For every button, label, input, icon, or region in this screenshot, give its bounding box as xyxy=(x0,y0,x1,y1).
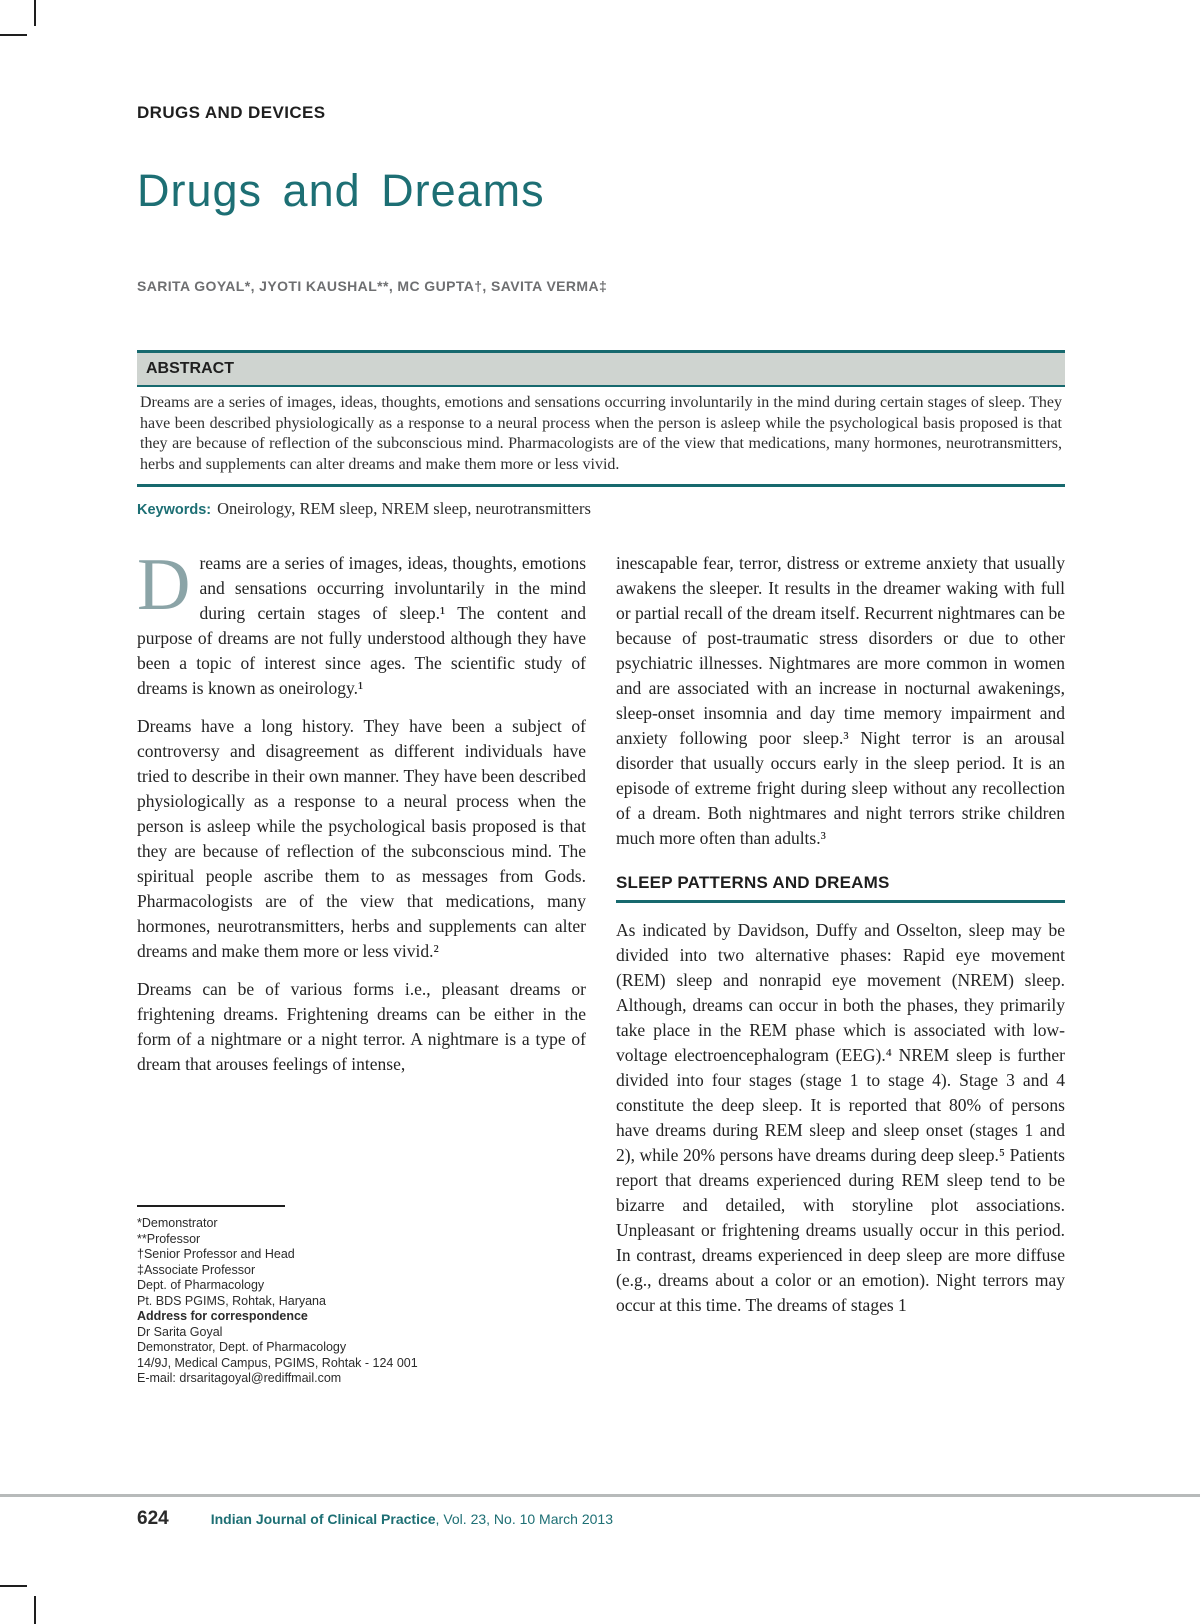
footnote-correspondence-heading: Address for correspondence xyxy=(137,1309,308,1323)
abstract-section xyxy=(137,350,1065,487)
crop-mark-top-left-horizontal xyxy=(0,34,27,36)
left-column xyxy=(137,544,586,1387)
page-number: 624 xyxy=(137,1508,169,1529)
footnote-line: ‡Associate Professor xyxy=(137,1262,256,1277)
drop-cap: D xyxy=(137,544,191,626)
footnote-line: Demonstrator, Dept. of Pharmacology xyxy=(137,1340,347,1354)
authors-line: SARITA GOYAL*, JYOTI KAUSHAL**, MC GUPTA†, SAVITA VERMA‡ xyxy=(137,278,608,294)
keywords-line xyxy=(137,498,1065,521)
footnote-line: Dept. of Pharmacology xyxy=(137,1278,265,1292)
footnote-email-line: E-mail: drsaritagoyal@rediffmail.com xyxy=(137,1371,342,1385)
footnote-line: *Demonstrator xyxy=(137,1216,218,1230)
section-eyebrow: DRUGS AND DEVICES xyxy=(137,103,326,122)
journal-line xyxy=(211,1511,613,1527)
paragraph: As indicated by Davidson, Duffy and Osselton, sleep may be divided into two alternative phases: Rapid eye movement (REM) sleep and nonrapid eye movement (NREM) sleep. Although, dreams can occur in both the phases, they primarily take place in the REM phase which is associated with low-voltage electroencephalogram (EEG).⁴ NREM sleep is further divided into four stages (stage 1 to stage 4). Stage 3 and 4 constitute the deep sleep. It is reported that 80% of persons have dreams during REM sleep and sleep onset (stages 1 and 2), while 20% persons have dreams during deep sleep.⁵ Patients report that dreams experienced during REM sleep tend to be bizarre and detailed, with storyline plot associations. Unpleasant or frightening dreams usually occur in this period. In contrast, dreams experienced in deep sleep are more diffuse (e.g., dreams about a color or an emotion). Night terrors may occur at this time. The dreams of stages 1 xyxy=(616,920,1065,1315)
abstract-text: Dreams are a series of images, ideas, thoughts, emotions and sensations occurring involuntarily in the mind during certain stages of sleep. They have been described physiologically as a response to a neural process when the person is asleep while the psychological basis proposed is that they are because of reflection of the subconscious mind. Pharmacologists are of the view that medications, many hormones, neurotransmitters, herbs and supplements can alter dreams and make them more or less vivid. xyxy=(137,387,1065,487)
paragraph: Dreams can be of various forms i.e., pleasant dreams or frightening dreams. Frightening dreams can be either in the form of a nightmare or a night terror. A nightmare is a type of dream that arouses feelings of intense, xyxy=(137,979,586,1074)
footnote-line: Pt. BDS PGIMS, Rohtak, Haryana xyxy=(137,1293,326,1308)
section-heading: SLEEP PATTERNS AND DREAMS xyxy=(616,873,1065,903)
footnote-line: Dr Sarita Goyal xyxy=(137,1324,223,1339)
abstract-heading: ABSTRACT xyxy=(146,360,234,377)
keywords-text: Oneirology, REM sleep, NREM sleep, neurotransmitters xyxy=(217,499,591,518)
footnote-rule xyxy=(137,1205,285,1207)
footnote-line: 14/9J, Medical Campus, PGIMS, Rohtak - 124 001 xyxy=(137,1355,418,1370)
abstract-heading-band xyxy=(137,353,1065,387)
body-columns xyxy=(137,544,1065,1387)
crop-mark-top-left-vertical xyxy=(34,0,36,26)
paragraph-text: reams are a series of images, ideas, thoughts, emotions and sensations occurring involuntarily in the mind during certain stages of sleep.¹ The content and purpose of dreams are not fully understood although they have been a topic of interest since ages. The scientific study of dreams is known as oneirology.¹ xyxy=(137,553,586,698)
keywords-label: Keywords: xyxy=(137,502,212,518)
article-page xyxy=(137,0,1065,1387)
paragraph: Dreams have a long history. They have been a subject of controversy and disagreement as different individuals have tried to describe in their own manner. They have been described physiologically as a response to a neural process when the person is asleep while the psychological basis proposed is that they are because of reflection of the subconscious mind. The spiritual people ascribe them to as messages from Gods. Pharmacologists are of the view that medications, many hormones, neurotransmitters, herbs and supplements can alter dreams and make them more or less vivid.² xyxy=(137,716,586,961)
crop-mark-bottom-left-vertical xyxy=(34,1596,36,1624)
footnote-line: **Professor xyxy=(137,1231,201,1246)
article-title: Drugs and Dreams xyxy=(137,165,545,216)
paragraph: inescapable fear, terror, distress or extreme anxiety that usually awakens the sleeper. It results in the dreamer waking with full or partial recall of the dream itself. Recurrent nightmares can be because of post-traumatic stress disorders or due to other psychiatric illnesses. Nightmares are more common in women and are associated with an increase in nocturnal awakenings, sleep-onset insomnia and day time memory impairment and anxiety following poor sleep.³ Night terror is an arousal disorder that usually occurs early in the sleep period. It is an episode of extreme fright during sleep without any recollection of a dream. Both nightmares and night terrors strike children much more often than adults.³ xyxy=(616,553,1065,848)
right-column xyxy=(616,551,1065,1387)
paragraph-dropcap xyxy=(137,544,586,701)
footer xyxy=(137,1508,613,1530)
journal-issue: , Vol. 23, No. 10 March 2013 xyxy=(435,1511,613,1527)
footnote-line: †Senior Professor and Head xyxy=(137,1247,295,1261)
journal-name: Indian Journal of Clinical Practice xyxy=(210,1511,436,1527)
footer-rule xyxy=(0,1494,1200,1497)
footnotes-block xyxy=(137,1205,586,1387)
crop-mark-bottom-left-horizontal xyxy=(0,1585,27,1587)
